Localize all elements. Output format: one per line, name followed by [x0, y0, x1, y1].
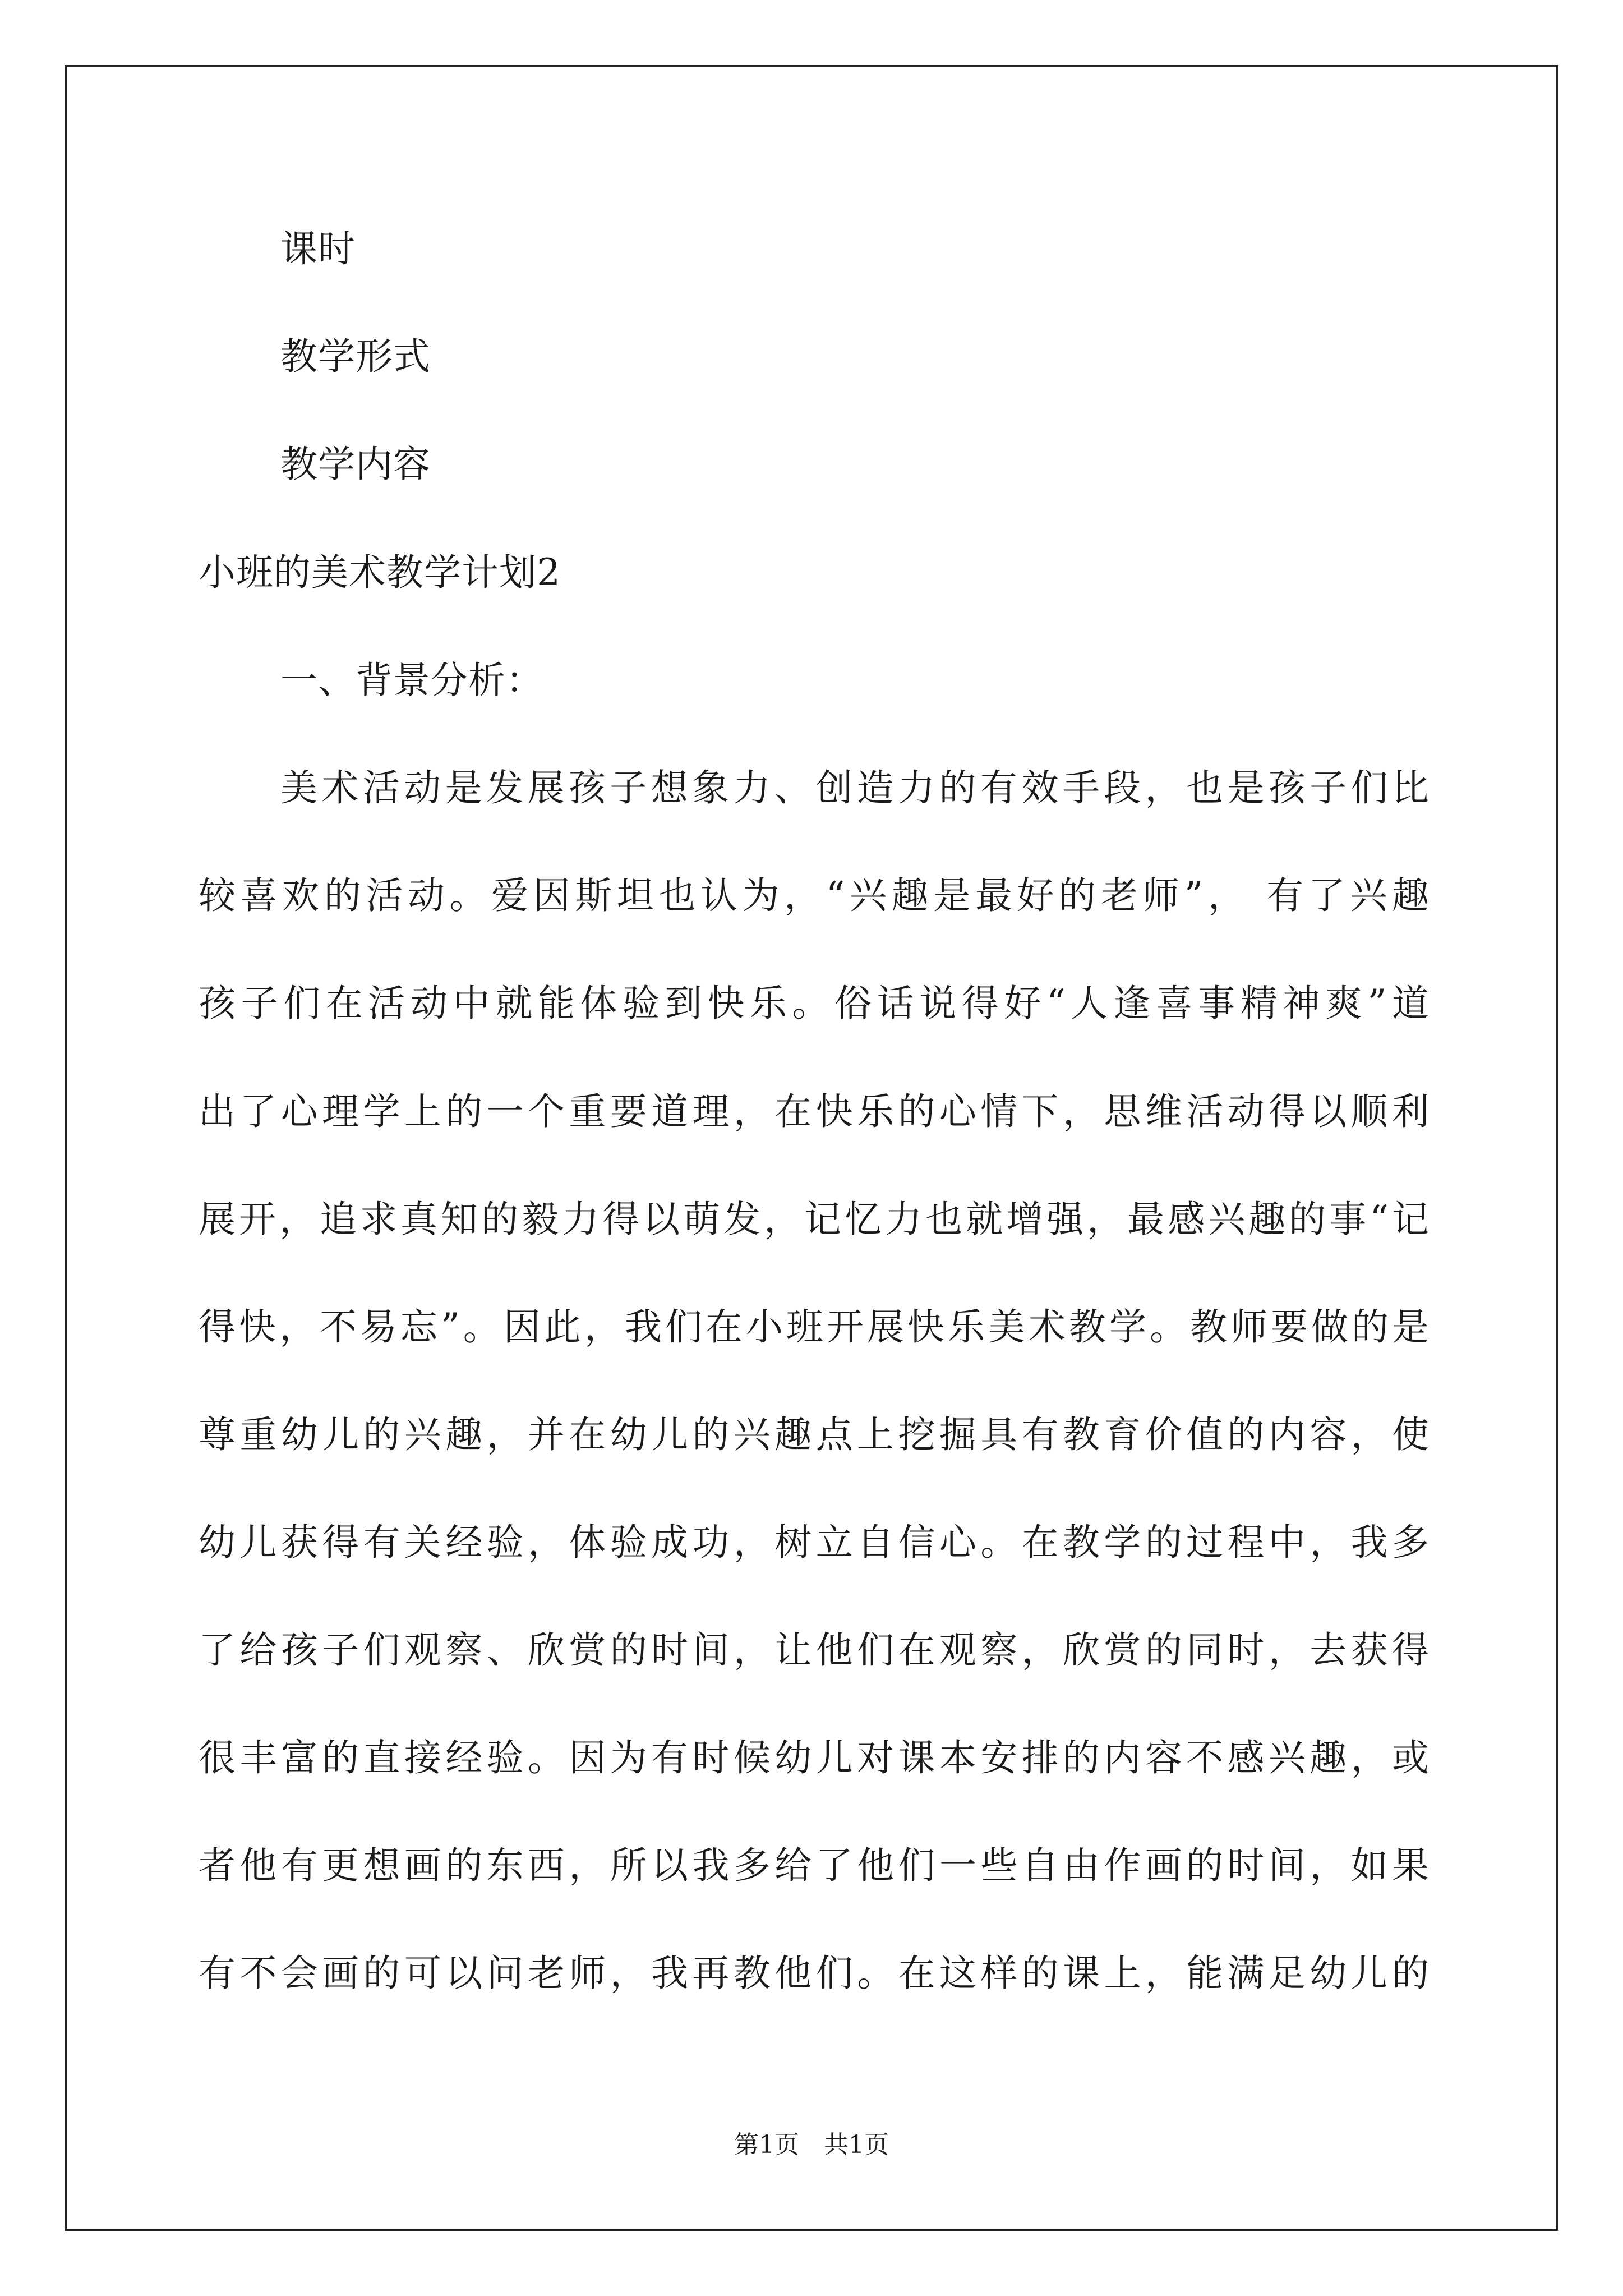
paragraph-line: 尊重幼儿的兴趣，并在幼儿的兴趣点上挖掘具有教育价值的内容，使	[199, 1413, 1430, 1456]
paragraph-line: 了给孩子们观察、欣赏的时间，让他们在观察，欣赏的同时，去获得	[199, 1628, 1430, 1672]
heading-class-hours: 课时	[280, 227, 356, 270]
page-border	[65, 65, 1558, 2231]
paragraph-line: 展开，追求真知的毅力得以萌发，记忆力也就增强，最感兴趣的事“记	[199, 1198, 1430, 1241]
paragraph-line: 美术活动是发展孩子想象力、创造力的有效手段，也是孩子们比	[280, 766, 1430, 809]
paragraph-line: 得快，不易忘”。因此，我们在小班开展快乐美术教学。教师要做的是	[199, 1305, 1430, 1349]
paragraph-line: 出了心理学上的一个重要道理，在快乐的心情下，思维活动得以顺利	[199, 1090, 1430, 1133]
heading-teaching-format: 教学形式	[280, 335, 431, 378]
paragraph-line: 很丰富的直接经验。因为有时候幼儿对课本安排的内容不感兴趣，或	[199, 1736, 1430, 1779]
page-number-footer: 第1页 共1页	[734, 2131, 889, 2159]
subsection-title: 一、背景分析：	[280, 659, 543, 702]
paragraph-line: 有不会画的可以问老师，我再教他们。在这样的课上，能满足幼儿的	[199, 1952, 1430, 1995]
paragraph-line: 者他有更想画的东西，所以我多给了他们一些自由作画的时间，如果	[199, 1844, 1430, 1887]
section-title: 小班的美术教学计划2	[199, 551, 561, 594]
paragraph-line: 幼儿获得有关经验，体验成功，树立自信心。在教学的过程中，我多	[199, 1521, 1430, 1564]
paragraph-line: 孩子们在活动中就能体验到快乐。俗话说得好“人逢喜事精神爽”道	[199, 982, 1430, 1025]
paragraph-line: 较喜欢的活动。爱因斯坦也认为，“兴趣是最好的老师”， 有了兴趣	[199, 874, 1430, 917]
heading-teaching-content: 教学内容	[280, 443, 431, 486]
